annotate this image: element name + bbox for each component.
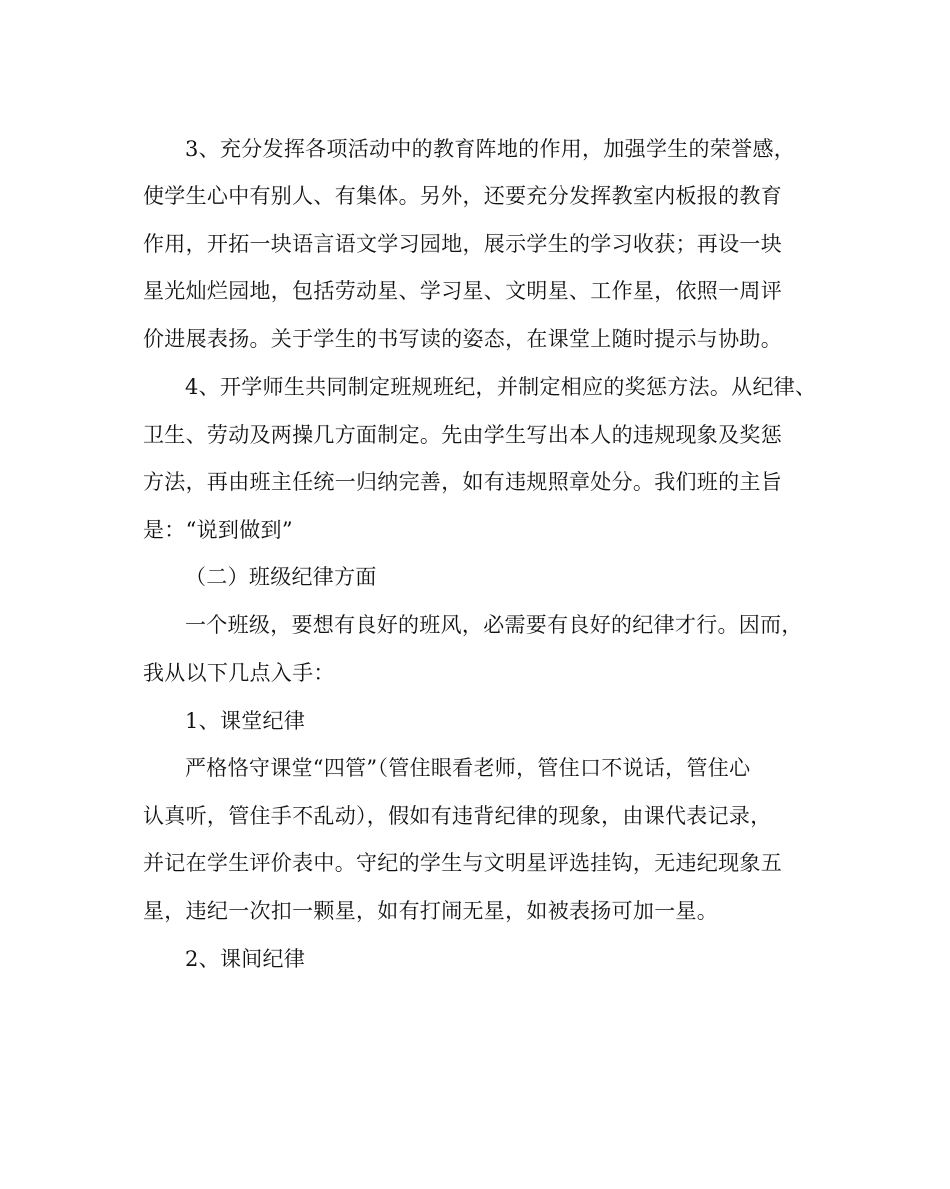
paragraph-3-line-3: 作用，开拓一块语言语文学习园地，展示学生的学习收获；再设一块 [143, 232, 782, 256]
classroom-paragraph-line-3: 并记在学生评价表中。守纪的学生与文明星评选挂钩，无违纪现象五 [143, 851, 782, 875]
paragraph-4-line-1: 4、开学师生共同制定班规班纪，并制定相应的奖惩方法。从纪律、 [185, 375, 817, 399]
paragraph-3-line-4: 星光灿烂园地，包括劳动星、学习星、文明星、工作星，依照一周评 [143, 279, 782, 303]
paragraph-3-line-5: 价进展表扬。关于学生的书写读的姿态，在课堂上随时提示与协助。 [143, 327, 782, 351]
discipline-intro-line-2: 我从以下几点入手： [143, 661, 335, 685]
paragraph-3-line-2: 使学生心中有别人、有集体。另外，还要充分发挥教室内板报的教育 [143, 184, 782, 208]
section-heading-discipline: （二）班级纪律方面 [185, 565, 377, 589]
paragraph-3-line-1: 3、充分发挥各项活动中的教育阵地的作用，加强学生的荣誉感， [185, 137, 796, 161]
classroom-paragraph-line-1: 严格恪守课堂“四管”（管住眼看老师，管住口不说话，管住心 [185, 756, 751, 780]
classroom-paragraph-line-4: 星，违纪一次扣一颗星，如有打闹无星，如被表扬可加一星。 [143, 899, 719, 923]
paragraph-4-line-3: 方法，再由班主任统一归纳完善，如有违规照章处分。我们班的主旨 [143, 470, 782, 494]
subheading-classroom-discipline: 1、课堂纪律 [185, 709, 306, 733]
classroom-paragraph-line-2: 认真听，管住手不乱动），假如有违背纪律的现象，由课代表记录， [143, 804, 772, 828]
paragraph-4-line-2: 卫生、劳动及两操几方面制定。先由学生写出本人的违规现象及奖惩 [143, 423, 782, 447]
subheading-break-discipline: 2、课间纪律 [185, 947, 306, 971]
discipline-intro-line-1: 一个班级，要想有良好的班风，必需要有良好的纪律才行。因而， [185, 613, 803, 637]
paragraph-4-line-4: 是：“说到做到” [143, 518, 293, 542]
